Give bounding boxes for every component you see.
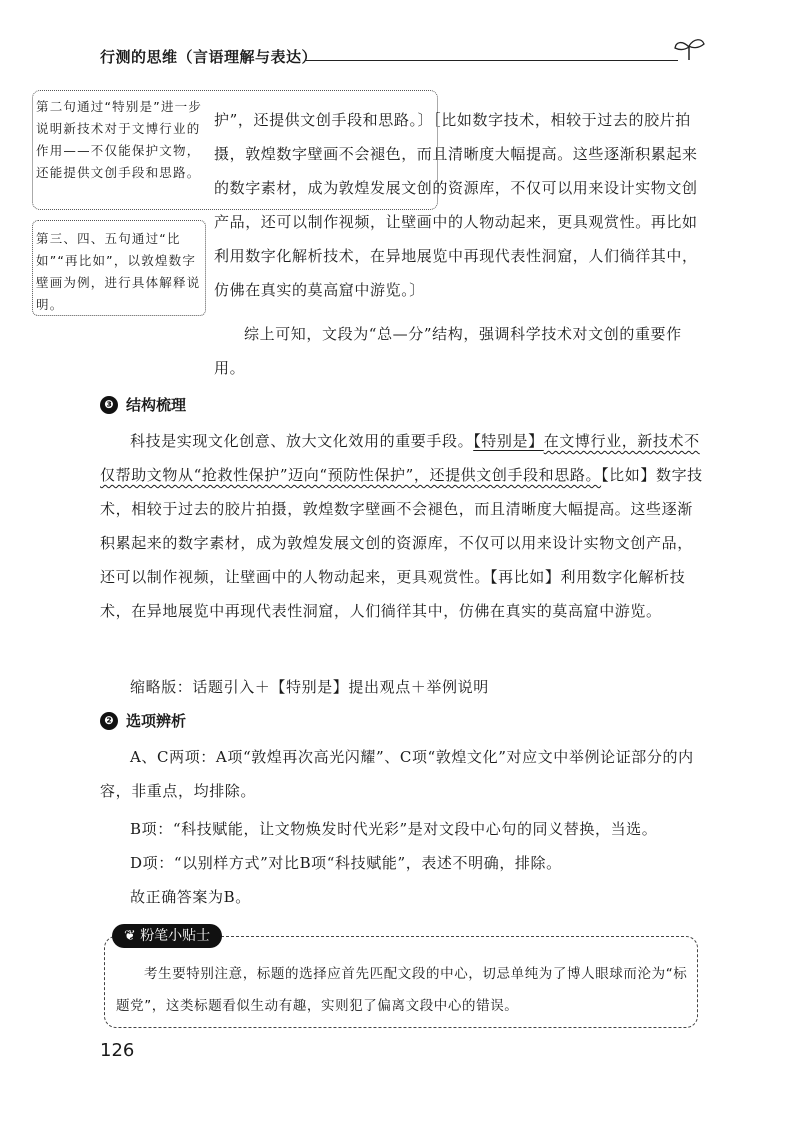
tip-title: ❦ 粉笔小贴士 (112, 924, 222, 948)
side-note-1: 第二句通过“特别是”进一步说明新技术对于文博行业的作用——不仅能保护文物，还能提供文创手段和思路。 (36, 99, 203, 180)
side-note-2: 第三、四、五句通过“比如”“再比如”，以敦煌数字壁画为例，进行具体解释说明。 (36, 231, 201, 312)
page-number: 126 (100, 1040, 135, 1061)
leaf-icon: ❦ (124, 928, 141, 944)
section-number-icon: ❷ (100, 712, 118, 730)
abbrev-line: 缩略版：话题引入＋【特别是】提出观点＋举例说明 (130, 678, 489, 696)
tip-text: 考生要特别注意，标题的选择应首先匹配文段的中心，切忌单纯为了博人眼球而沦为“标题党”，这类标题看似生动有趣，实则犯了偏离文段中心的错误。 (116, 966, 688, 1014)
summary-paragraph: 综上可知，文段为“总—分”结构，强调科学技术对文创的重要作用。 (214, 325, 682, 377)
continuation-part-1: 护”，还提供文创手段和思路。 (214, 111, 418, 129)
option-ac: A、C两项：A项“敦煌再次高光闪耀”、C项“敦煌文化”对应文中举例论证部分的内容，非重点，均排除。 (100, 748, 694, 800)
key-sentence: 在文博行业，新技术不仅帮助文物从“抢救性保护”迈向“预防性保护”，还提供文创手段和思路。 (100, 432, 700, 484)
answer-line: 故正确答案为B。 (130, 888, 251, 906)
paragraph-continuation (214, 103, 706, 307)
structure-paragraph (100, 424, 706, 628)
example-text: 【比如】数字技术，相较于过去的胶片拍摄，敦煌数字壁画不会褪色，而且清晰度大幅提高。这些逐渐积累起来的数字素材，成为敦煌发展文创的资源库，不仅可以用来设计实物文创产品，还可以制作视频，让壁画中的人物动起来，更具观赏性。【再比如】利用数字化解析技术，在异地展览中再现代表性洞窟，人们徜徉其中，仿佛在真实的莫高窟中游览。 (100, 466, 703, 620)
section-number-icon: ❸ (100, 396, 118, 414)
topic-sentence: 科技是实现文化创意、放大文化效用的重要手段。 (130, 432, 474, 450)
sprout-icon (672, 36, 706, 62)
section-structure-heading (100, 394, 186, 415)
section-title: 结构梳理 (126, 396, 187, 414)
section-options-heading (100, 710, 186, 731)
option-b: B项：“科技赋能，让文物焕发时代光彩”是对文段中心句的同义替换，当选。 (130, 820, 658, 838)
option-d: D项：“以别样方式”对比B项“科技赋能”，表述不明确，排除。 (130, 854, 562, 872)
header-rule (306, 60, 678, 61)
section-title: 选项辨析 (126, 712, 187, 730)
marker-tebieshi: 【特别是】 (473, 432, 544, 450)
continuation-part-2: 〕［比如数字技术，相较于过去的胶片拍摄，敦煌数字壁画不会褪色，而且清晰度大幅提高。这些逐渐积累起来的数字素材，成为敦煌发展文创的资源库，不仅可以用来设计实物文创产品，还可以制作视频，让壁画中的人物动起来，更具观赏性。再比如利用数字化解析技术，在异地展览中再现代表性洞窟，人们徜徉其中，仿佛在真实的莫高窟中游览。〕 (214, 111, 698, 299)
running-header: 行测的思维（言语理解与表达） (100, 48, 318, 66)
